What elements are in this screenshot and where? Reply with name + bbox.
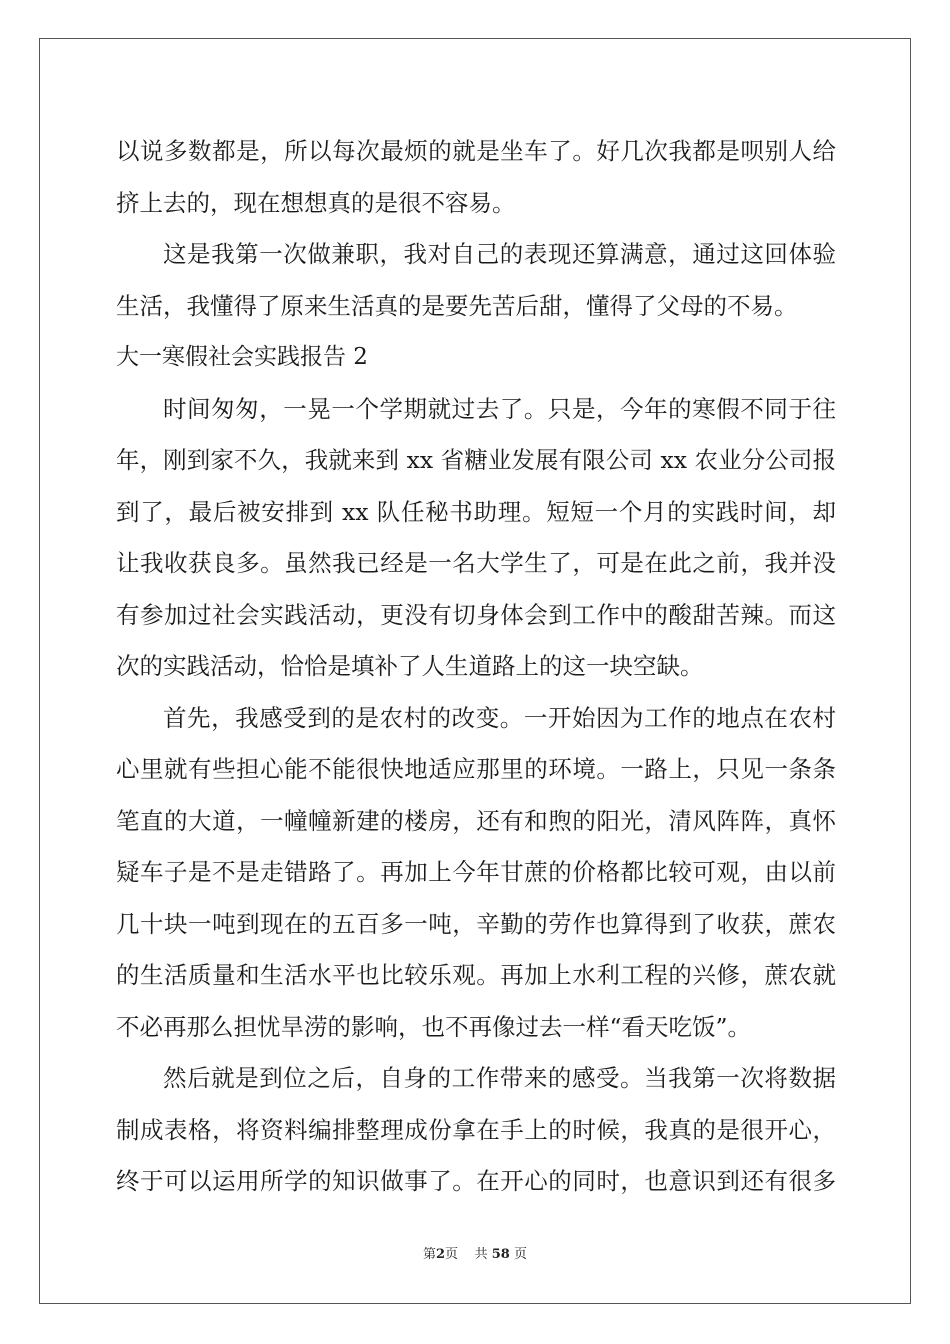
text-line: 的生活质量和生活水平也比较乐观。再加上水利工程的兴修，蔗农就 (116, 961, 836, 989)
text-line: 首先，我感受到的是农村的改变。一开始因为工作的地点在农村 (163, 703, 836, 732)
text-line: 有参加过社会实践活动，更没有切身体会到工作中的酸甜苦辣。而这 (116, 600, 836, 629)
text-line: 笔直的大道，一幢幢新建的楼房，还有和煦的阳光，清风阵阵，真怀 (116, 806, 836, 835)
page-total-prefix: 共 (474, 1247, 488, 1262)
text-line: 几十块一吨到现在的五百多一吨，辛勤的劳作也算得到了收获，蔗农 (116, 909, 836, 938)
text-line: 不必再那么担忧旱涝的影响，也不再像过去一样“看天吃饭”。 (116, 1012, 752, 1041)
text-line: 让我收获良多。虽然我已经是一名大学生了，可是在此之前，我并没 (116, 549, 836, 577)
text-line: 次的实践活动，恰恰是填补了人生道路上的这一块空缺。 (116, 652, 704, 680)
text-line: 终于可以运用所学的知识做事了。在开心的同时，也意识到还有很多 (116, 1167, 836, 1195)
section-heading: 大一寒假社会实践报告 2 (116, 344, 368, 370)
text-line: 然后就是到位之后，自身的工作带来的感受。当我第一次将数据 (163, 1064, 836, 1092)
text-line: 时间匆匆，一晃一个学期就过去了。只是，今年的寒假不同于往 (163, 394, 836, 423)
document-body (116, 126, 836, 1208)
page-number-suffix: 页 (445, 1247, 459, 1262)
page-number-current: 2 (436, 1247, 446, 1262)
page-total-suffix: 页 (513, 1247, 527, 1262)
text-line: 年，刚到家不久，我就来到 xx 省糖业发展有限公司 xx 农业分公司报 (116, 446, 836, 474)
text-line: 这是我第一次做兼职，我对自己的表现还算满意，通过这回体验 (163, 240, 836, 268)
text-line: 心里就有些担心能不能很快地适应那里的环境。一路上，只见一条条 (116, 755, 836, 783)
text-line: 制成表格，将资料编排整理成份拿在手上的时候，我真的是很开心， (116, 1115, 836, 1144)
text-line: 生活，我懂得了原来生活真的是要先苦后甜，懂得了父母的不易。 (116, 291, 798, 320)
text-line: 挤上去的，现在想想真的是很不容易。 (116, 188, 516, 217)
text-line: 疑车子是不是走错路了。再加上今年甘蔗的价格都比较可观，由以前 (116, 858, 836, 886)
page-footer (0, 1243, 950, 1262)
text-line: 到了，最后被安排到 xx 队任秘书助理。短短一个月的实践时间，却 (116, 497, 836, 526)
page-number-prefix: 第 (422, 1247, 436, 1262)
text-line: 以说多数都是，所以每次最烦的就是坐车了。好几次我都是呗别人给 (116, 137, 836, 165)
page-total-count: 58 (491, 1247, 510, 1262)
